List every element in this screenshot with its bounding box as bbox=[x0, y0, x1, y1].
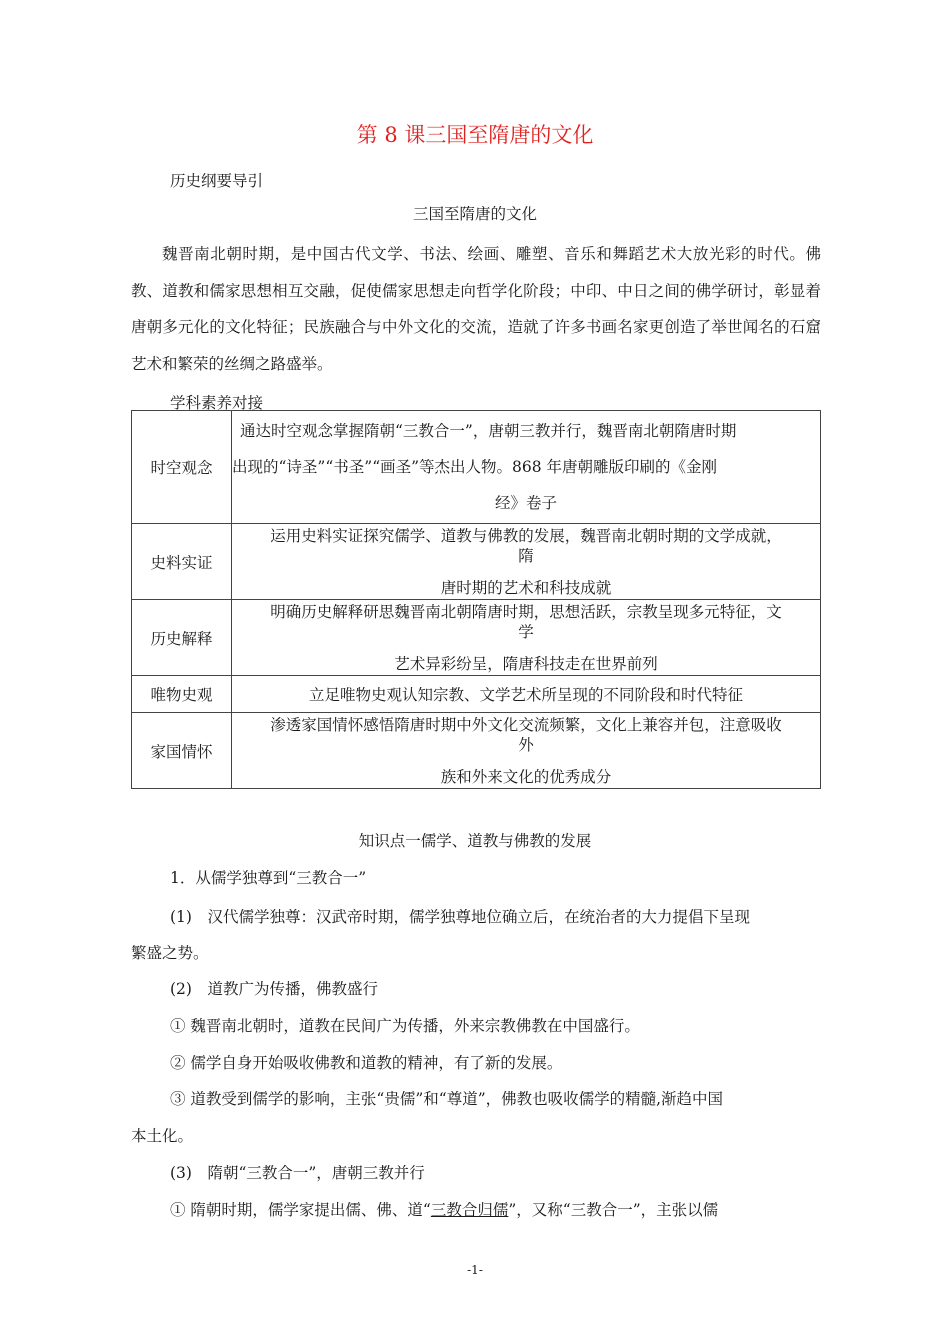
sub2-heading: (2) 道教广为传播，佛教盛行 bbox=[170, 980, 378, 998]
row-value: 运用史料实证探究儒学、道教与佛教的发展，魏晋南北朝时期的文学成就， 隋 唐时期的艺术和科技成就 bbox=[232, 524, 821, 600]
intro-paragraph: 魏晋南北朝时期，是中国古代文学、书法、绘画、雕塑、音乐和舞蹈艺术大放光彩的时代。佛教、道教和儒家思想相互交融，促使儒家思想走向哲学化阶段；中印、中日之间的佛学研讨，彰显着唐朝多元化的文化特征；民族融合与中外文化的交流，造就了许多书画名家更创造了举世闻名的石窟艺术和繁荣的丝绸之路盛举。 bbox=[131, 245, 821, 373]
sub3-heading: (3) 隋朝“三教合一”，唐朝三教并行 bbox=[170, 1164, 425, 1182]
table-row bbox=[132, 524, 821, 600]
row-value: 立足唯物史观认知宗教、文学艺术所呈现的不同阶段和时代特征 bbox=[232, 676, 821, 713]
competency-heading: 学科素养对接 bbox=[170, 394, 264, 412]
row-value: 通达时空观念掌握隋朝“三教合一”，唐朝三教并行，魏晋南北朝隋唐时期 出现的“诗圣”“书圣”“画圣”等杰出人物。868 年唐朝雕版印刷的《金刚 经》卷子 bbox=[232, 411, 821, 524]
row-value: 明确历史解释研思魏晋南北朝隋唐时期，思想活跃，宗教呈现多元特征，文 学 艺术异彩纷呈，隋唐科技走在世界前列 bbox=[232, 600, 821, 676]
item-1-heading: 1．从儒学独尊到“三教合一” bbox=[170, 869, 367, 887]
page-number: -1- bbox=[467, 1263, 483, 1277]
row-key: 家国情怀 bbox=[132, 713, 232, 789]
table-row bbox=[132, 600, 821, 676]
row-key: 历史解释 bbox=[132, 600, 232, 676]
sub2-point-b: ② 儒学自身开始吸收佛教和道教的精神，有了新的发展。 bbox=[170, 1054, 563, 1072]
sub2-point-c-line1: ③ 道教受到儒学的影响，主张“贵儒”和“尊道”，佛教也吸收儒学的精髓,渐趋中国 bbox=[170, 1090, 724, 1108]
sub2-point-a: ① 魏晋南北朝时，道教在民间广为传播，外来宗教佛教在中国盛行。 bbox=[170, 1017, 640, 1035]
section-title: 三国至隋唐的文化 bbox=[412, 205, 537, 223]
row-value: 渗透家国情怀感悟隋唐时期中外文化交流频繁，文化上兼容并包，注意吸收 外 族和外来文化的优秀成分 bbox=[232, 713, 821, 789]
sub3-point-a: ① 隋朝时期，儒学家提出儒、佛、道“三教合归儒”，又称“三教合一”，主张以儒 bbox=[170, 1201, 719, 1219]
row-key: 时空观念 bbox=[132, 411, 232, 524]
sub2-point-c-line2: 本土化。 bbox=[131, 1127, 194, 1145]
sub1-line2: 繁盛之势。 bbox=[131, 944, 209, 962]
table-row bbox=[132, 676, 821, 713]
knowledge-title: 知识点一儒学、道教与佛教的发展 bbox=[358, 832, 592, 850]
sub1-line1: (1) 汉代儒学独尊：汉武帝时期，儒学独尊地位确立后，在统治者的大力提倡下呈现 bbox=[170, 908, 750, 926]
guide-heading: 历史纲要导引 bbox=[170, 172, 264, 190]
table-row bbox=[132, 411, 821, 524]
underlined-term: 三教合归儒 bbox=[430, 1201, 509, 1219]
row-key: 史料实证 bbox=[132, 524, 232, 600]
competency-table bbox=[131, 410, 821, 789]
lesson-title: 第 8 课三国至隋唐的文化 bbox=[356, 123, 594, 147]
table-row bbox=[132, 713, 821, 789]
row-key: 唯物史观 bbox=[132, 676, 232, 713]
